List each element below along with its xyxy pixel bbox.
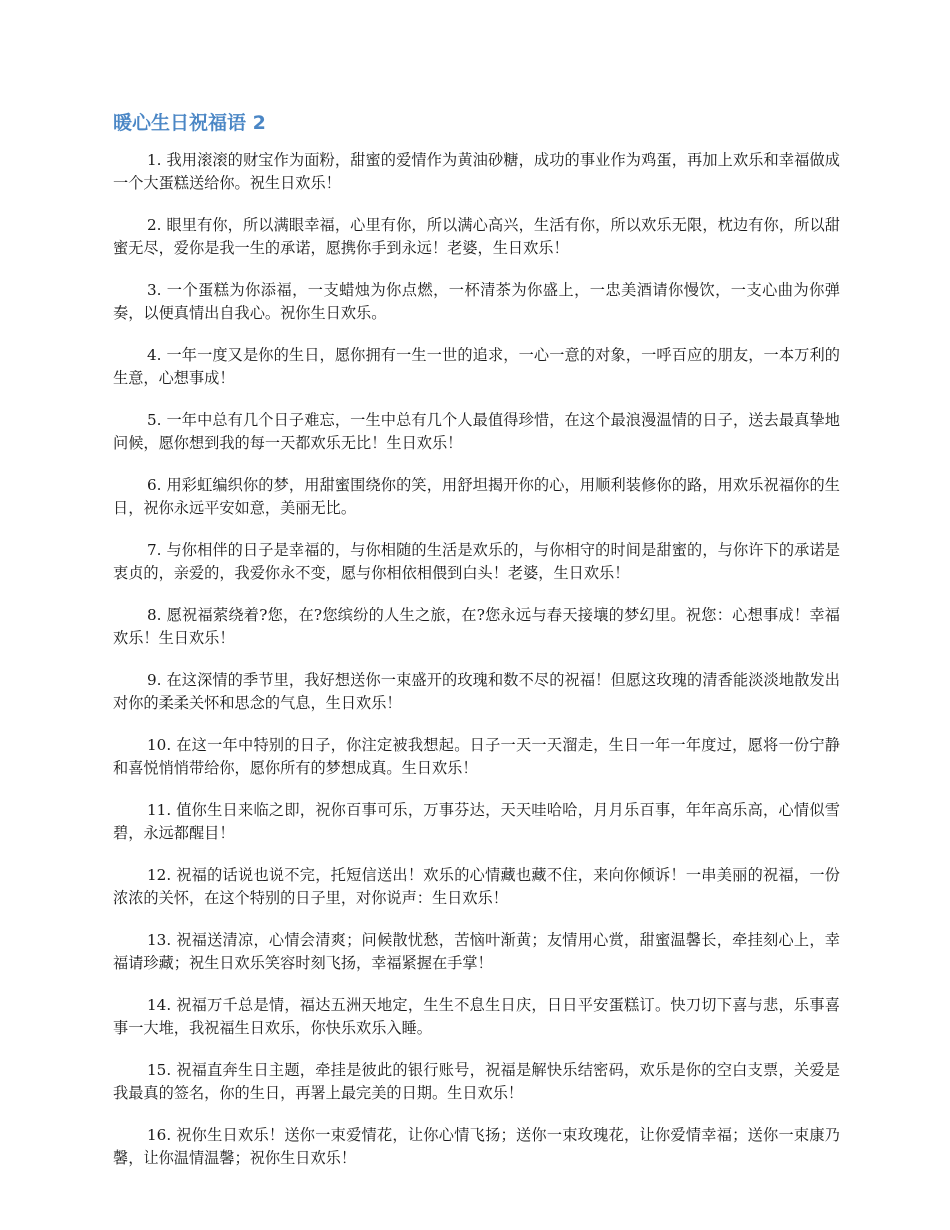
paragraph-16: 16. 祝你生日欢乐！送你一束爱情花，让你心情飞扬；送你一束玫瑰花，让你爱情幸福；送你一束康乃馨，让你温情温馨；祝你生日欢乐！ xyxy=(113,1126,840,1167)
paragraph-6: 6. 用彩虹编织你的梦，用甜蜜围绕你的笑，用舒坦揭开你的心，用顺利装修你的路，用欢乐祝福你的生日，祝你永远平安如意，美丽无比。 xyxy=(113,476,840,517)
paragraph-10: 10. 在这一年中特别的日子，你注定被我想起。日子一天一天溜走，生日一年一年度过，愿将一份宁静和喜悦悄悄带给你，愿你所有的梦想成真。生日欢乐！ xyxy=(113,736,840,777)
paragraph-15: 15. 祝福直奔生日主题，牵挂是彼此的银行账号，祝福是解快乐结密码，欢乐是你的空白支票，关爱是我最真的签名，你的生日，再署上最完美的日期。生日欢乐！ xyxy=(113,1061,840,1102)
paragraph-4: 4. 一年一度又是你的生日，愿你拥有一生一世的追求，一心一意的对象，一呼百应的朋友，一本万利的生意，心想事成！ xyxy=(113,346,840,387)
paragraph-2: 2. 眼里有你，所以满眼幸福，心里有你，所以满心高兴，生活有你，所以欢乐无限，枕边有你，所以甜蜜无尽，爱你是我一生的承诺，愿携你手到永远！老婆，生日欢乐！ xyxy=(113,216,840,257)
paragraph-5: 5. 一年中总有几个日子难忘，一生中总有几个人最值得珍惜，在这个最浪漫温情的日子，送去最真挚地问候，愿你想到我的每一天都欢乐无比！生日欢乐！ xyxy=(113,411,840,452)
document-page xyxy=(113,110,840,1189)
paragraph-14: 14. 祝福万千总是情，福达五洲天地定，生生不息生日庆，日日平安蛋糕订。快刀切下喜与悲，乐事喜事一大堆，我祝福生日欢乐，你快乐欢乐入睡。 xyxy=(113,996,840,1037)
paragraph-13: 13. 祝福送清凉，心情会清爽；问候散忧愁，苦恼叶渐黄；友情用心赏，甜蜜温馨长，牵挂刻心上，幸福请珍藏；祝生日欢乐笑容时刻飞扬，幸福紧握在手掌！ xyxy=(113,931,840,972)
paragraph-8: 8. 愿祝福萦绕着?您，在?您缤纷的人生之旅，在?您永远与春天接壤的梦幻里。祝您：心想事成！幸福欢乐！生日欢乐！ xyxy=(113,606,840,647)
paragraph-7: 7. 与你相伴的日子是幸福的，与你相随的生活是欢乐的，与你相守的时间是甜蜜的，与你许下的承诺是衷贞的，亲爱的，我爱你永不变，愿与你相依相偎到白头！老婆，生日欢乐！ xyxy=(113,541,840,582)
paragraph-12: 12. 祝福的话说也说不完，托短信送出！欢乐的心情藏也藏不住，来向你倾诉！一串美丽的祝福，一份浓浓的关怀，在这个特别的日子里，对你说声：生日欢乐！ xyxy=(113,866,840,907)
paragraph-9: 9. 在这深情的季节里，我好想送你一束盛开的玫瑰和数不尽的祝福！但愿这玫瑰的清香能淡淡地散发出对你的柔柔关怀和思念的气息，生日欢乐！ xyxy=(113,671,840,712)
paragraph-3: 3. 一个蛋糕为你添福，一支蜡烛为你点燃，一杯清茶为你盛上，一忠美酒请你慢饮，一支心曲为你弹奏，以便真情出自我心。祝你生日欢乐。 xyxy=(113,281,840,322)
paragraph-11: 11. 值你生日来临之即，祝你百事可乐，万事芬达，天天哇哈哈，月月乐百事，年年高乐高，心情似雪碧，永远都醒目！ xyxy=(113,801,840,842)
document-title: 暖心生日祝福语 2 xyxy=(113,112,266,134)
paragraph-1: 1. 我用滚滚的财宝作为面粉，甜蜜的爱情作为黄油砂糖，成功的事业作为鸡蛋，再加上欢乐和幸福做成一个大蛋糕送给你。祝生日欢乐！ xyxy=(113,151,840,192)
